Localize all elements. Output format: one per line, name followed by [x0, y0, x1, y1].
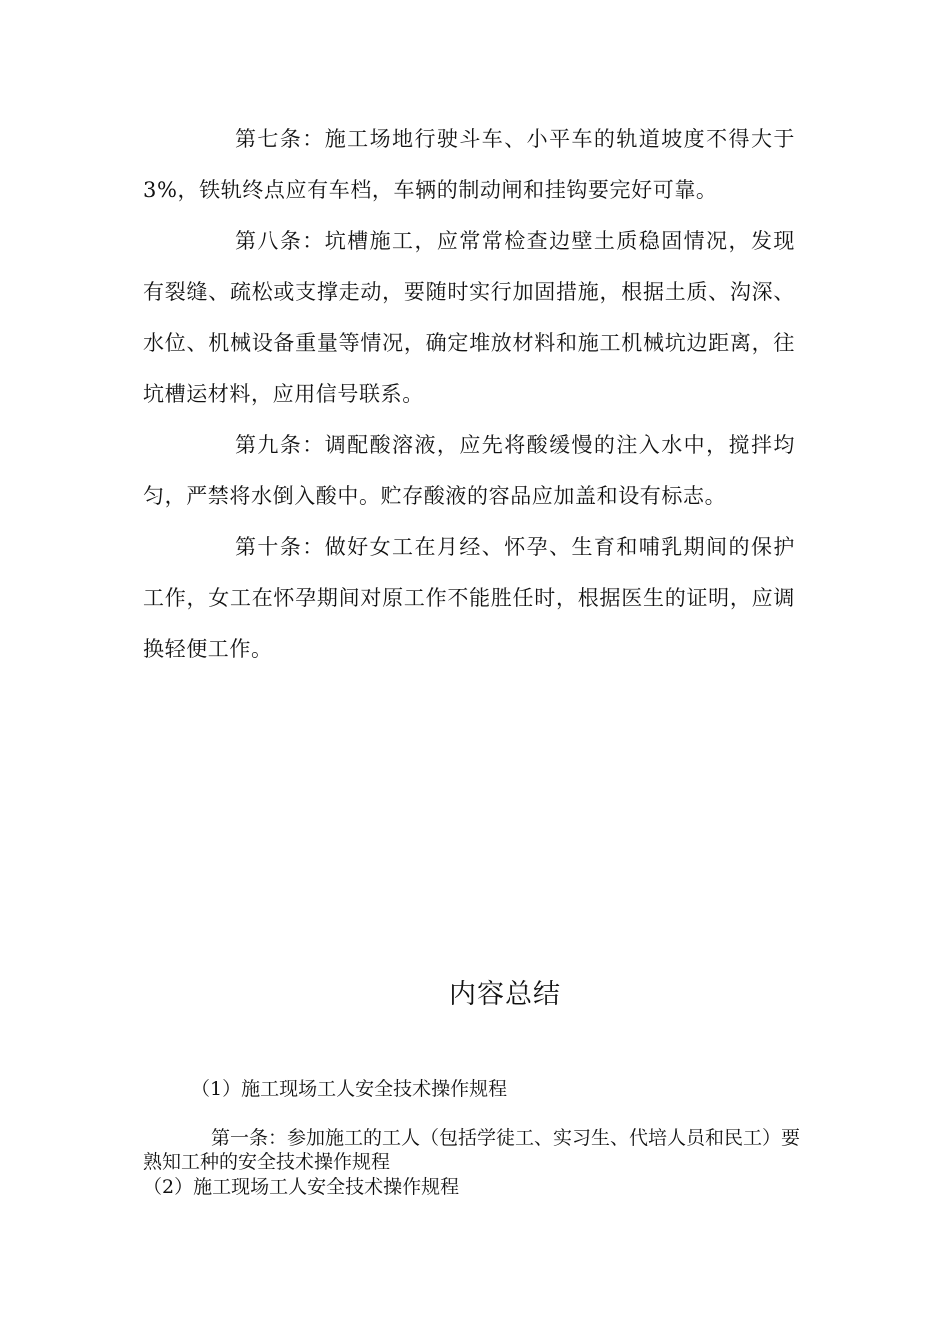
summary-item-2: （2）施工现场工人安全技术操作规程	[143, 1176, 460, 1198]
document-body	[143, 114, 795, 675]
article-10-paragraph: 第十条：做好女工在月经、怀孕、生育和哺乳期间的保护工作，女工在怀孕期间对原工作不能胜任时，根据医生的证明，应调换轻便工作。	[143, 535, 795, 661]
summary-item-1: （1）施工现场工人安全技术操作规程	[191, 1078, 508, 1100]
summary-title: 内容总结	[449, 979, 561, 1010]
article-9-paragraph: 第九条：调配酸溶液，应先将酸缓慢的注入水中，搅拌均匀，严禁将水倒入酸中。贮存酸液的容品应加盖和设有标志。	[143, 433, 795, 508]
article-8-paragraph: 第八条：坑槽施工，应常常检查边壁土质稳固情况，发现有裂缝、疏松或支撑走动，要随时实行加固措施，根据土质、沟深、水位、机械设备重量等情况，确定堆放材料和施工机械坑边距离，往坑槽运材料，应用信号联系。	[143, 229, 795, 406]
summary-item-1-detail: 第一条：参加施工的工人（包括学徒工、实习生、代培人员和民工）要熟知工种的安全技术操作规程	[143, 1127, 801, 1173]
summary-list	[143, 1076, 803, 1200]
article-7-paragraph: 第七条：施工场地行驶斗车、小平车的轨道坡度不得大于3%，铁轨终点应有车档，车辆的制动闸和挂钩要完好可靠。	[143, 127, 795, 202]
